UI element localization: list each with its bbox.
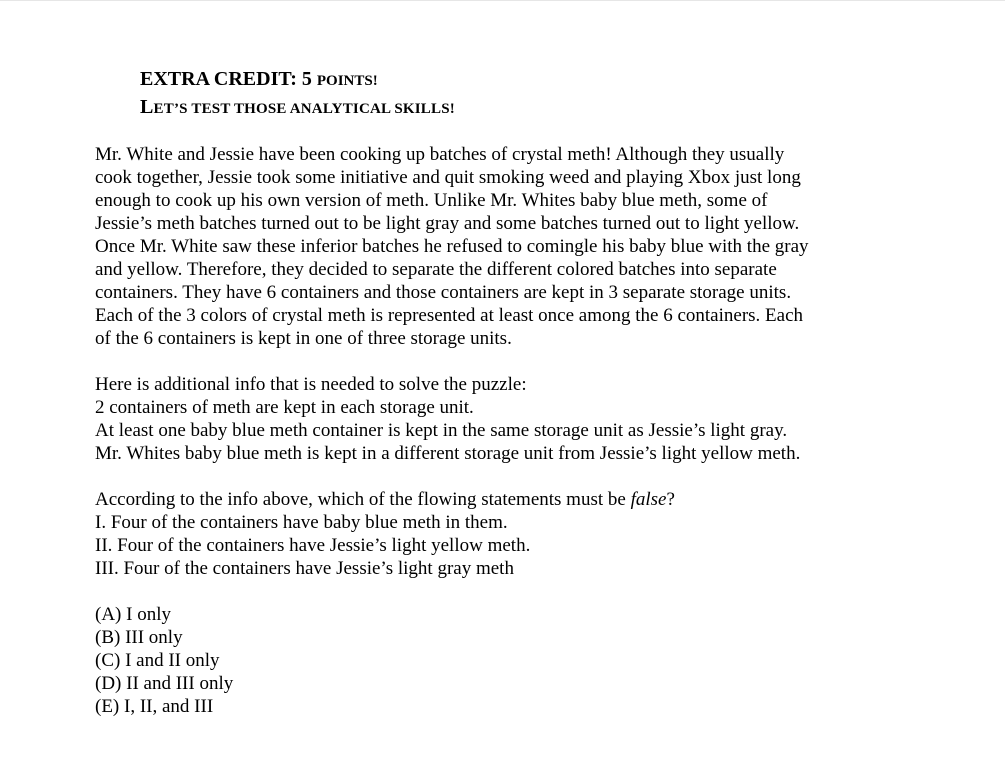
- story-line: Mr. White and Jessie have been cooking up batches of crystal meth! Although they usually: [95, 144, 785, 165]
- story-line: Each of the 3 colors of crystal meth is represented at least once among the 6 containers. Each: [95, 305, 804, 326]
- extra-credit-title-points: POINTS!: [316, 73, 378, 89]
- story-paragraph: [95, 143, 975, 350]
- story-line: and yellow. Therefore, they decided to separate the different colored batches into separate: [95, 259, 777, 280]
- document-page: [95, 66, 975, 718]
- answer-choice-a: (A) I only: [95, 604, 171, 625]
- extra-credit-subtitle-initial: L: [140, 96, 154, 118]
- info-intro-line: Here is additional info that is needed to solve the puzzle:: [95, 374, 527, 395]
- question-prompt-emphasis: false: [630, 489, 667, 510]
- extra-credit-title: [140, 66, 975, 94]
- question-prompt-end: ?: [666, 489, 675, 510]
- additional-info-paragraph: [95, 373, 975, 465]
- story-line: Once Mr. White saw these inferior batches he refused to comingle his baby blue with the gray: [95, 236, 809, 257]
- answer-choice-b: (B) III only: [95, 627, 183, 648]
- answer-choice-c: (C) I and II only: [95, 650, 220, 671]
- story-line: cook together, Jessie took some initiative and quit smoking weed and playing Xbox just long: [95, 167, 801, 188]
- story-line: containers. They have 6 containers and those containers are kept in 3 separate storage units.: [95, 282, 792, 303]
- story-line: Jessie’s meth batches turned out to be light gray and some batches turned out to light yellow.: [95, 213, 800, 234]
- question-statement: I. Four of the containers have baby blue meth in them.: [95, 512, 508, 533]
- extra-credit-subtitle: [140, 94, 975, 122]
- question-prompt: [95, 488, 975, 511]
- info-rule-line: Mr. Whites baby blue meth is kept in a different storage unit from Jessie’s light yellow meth.: [95, 443, 801, 464]
- question-statement: III. Four of the containers have Jessie’s light gray meth: [95, 558, 514, 579]
- story-line: enough to cook up his own version of meth. Unlike Mr. Whites baby blue meth, some of: [95, 190, 768, 211]
- document-heading: [140, 66, 975, 122]
- answer-choices: [95, 603, 975, 718]
- extra-credit-subtitle-rest: ET’S TEST THOSE ANALYTICAL SKILLS!: [153, 101, 455, 117]
- question-prompt-text: According to the info above, which of the flowing statements must be: [95, 489, 631, 510]
- answer-choice-e: (E) I, II, and III: [95, 696, 214, 717]
- question-paragraph: [95, 488, 975, 580]
- page-top-edge: [0, 0, 1005, 1]
- answer-choice-d: (D) II and III only: [95, 673, 234, 694]
- question-statement: II. Four of the containers have Jessie’s light yellow meth.: [95, 535, 531, 556]
- extra-credit-title-main: EXTRA CREDIT: 5: [140, 68, 317, 90]
- story-line: of the 6 containers is kept in one of three storage units.: [95, 328, 512, 349]
- info-rule-line: At least one baby blue meth container is kept in the same storage unit as Jessie’s light gray.: [95, 420, 788, 441]
- info-rule-line: 2 containers of meth are kept in each storage unit.: [95, 397, 474, 418]
